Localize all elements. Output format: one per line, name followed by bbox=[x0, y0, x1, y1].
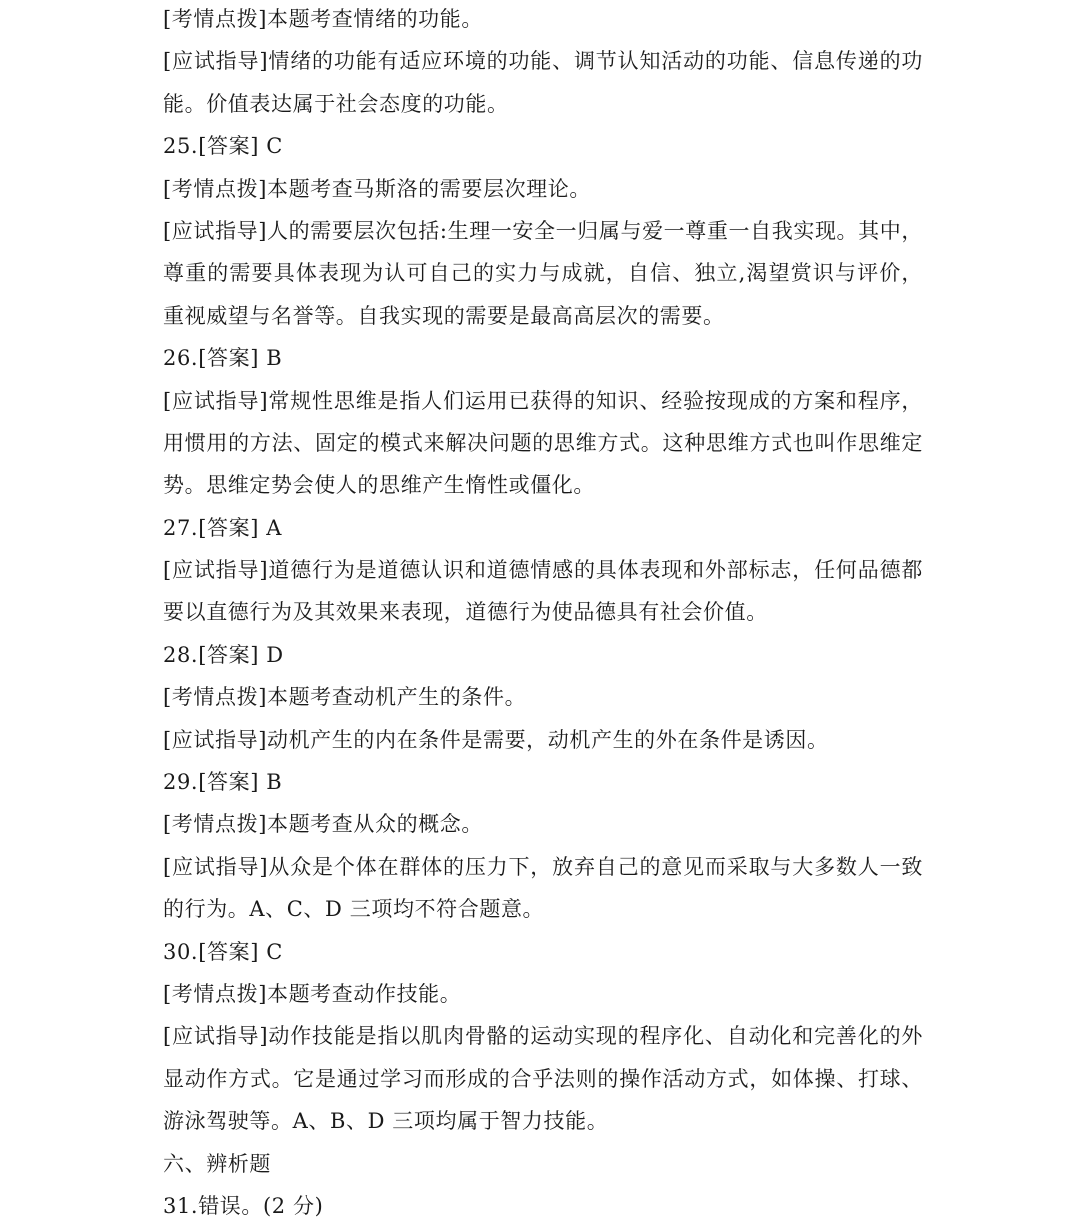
text-line: [应试指导]人的需要层次包括:生理一安全一归属与爱一尊重一自我实现。其中， bbox=[163, 218, 923, 243]
text-line: 六、辨析题 bbox=[163, 1151, 271, 1176]
text-line: 31.错误。(2 分) bbox=[163, 1193, 324, 1218]
text-line: [考情点拨]本题考查从众的概念。 bbox=[163, 812, 483, 837]
text-line: 重视威望与名誉等。自我实现的需要是最高高层次的需要。 bbox=[163, 303, 725, 328]
text-line: [应试指导]情绪的功能有适应环境的功能、调节认知活动的功能、信息传递的功 bbox=[163, 49, 923, 74]
text-line: [应试指导]动作技能是指以肌肉骨骼的运动实现的程序化、自动化和完善化的外 bbox=[163, 1024, 923, 1049]
text-line: 26.[答案] B bbox=[163, 346, 283, 371]
text-line: 要以直德行为及其效果来表现，道德行为使品德具有社会价值。 bbox=[163, 600, 768, 625]
text-line: 显动作方式。它是通过学习而形成的合乎法则的操作活动方式，如体操、打球、 bbox=[163, 1066, 923, 1091]
text-line: 尊重的需要具体表现为认可自己的实力与成就，自信、独立,渴望赏识与评价， bbox=[163, 261, 923, 286]
text-line: 游泳驾驶等。A、B、D 三项均属于智力技能。 bbox=[163, 1109, 609, 1134]
text-line: [考情点拨]本题考查马斯洛的需要层次理论。 bbox=[163, 176, 591, 201]
text-line: 25.[答案] C bbox=[163, 134, 283, 159]
text-line: 能。价值表达属于社会态度的功能。 bbox=[163, 91, 509, 116]
text-line: [应试指导]从众是个体在群体的压力下，放弃自己的意见而采取与大多数人一致 bbox=[163, 854, 923, 879]
text-line: 用惯用的方法、固定的模式来解决问题的思维方式。这种思维方式也叫作思维定 bbox=[163, 430, 923, 455]
text-line: [应试指导]动机产生的内在条件是需要，动机产生的外在条件是诱因。 bbox=[163, 727, 829, 752]
text-line: 28.[答案] D bbox=[163, 642, 284, 667]
text-line: [考情点拨]本题考查动机产生的条件。 bbox=[163, 685, 527, 710]
text-line: [考情点拨]本题考查情绪的功能。 bbox=[163, 7, 483, 31]
text-line: [应试指导]道德行为是道德认识和道德情感的具体表现和外部标志，任何品德都 bbox=[163, 558, 923, 583]
text-line: [考情点拨]本题考查动作技能。 bbox=[163, 981, 462, 1006]
text-line: 27.[答案] A bbox=[163, 515, 283, 540]
text-line: 29.[答案] B bbox=[163, 770, 283, 795]
answer-explanation-text bbox=[163, 0, 923, 1227]
text-line: 的行为。A、C、D 三项均不符合题意。 bbox=[163, 897, 545, 922]
text-line: [应试指导]常规性思维是指人们运用已获得的知识、经验按现成的方案和程序， bbox=[163, 388, 923, 413]
text-line: 势。思维定势会使人的思维产生惰性或僵化。 bbox=[163, 473, 595, 498]
text-line: 30.[答案] C bbox=[163, 939, 283, 964]
